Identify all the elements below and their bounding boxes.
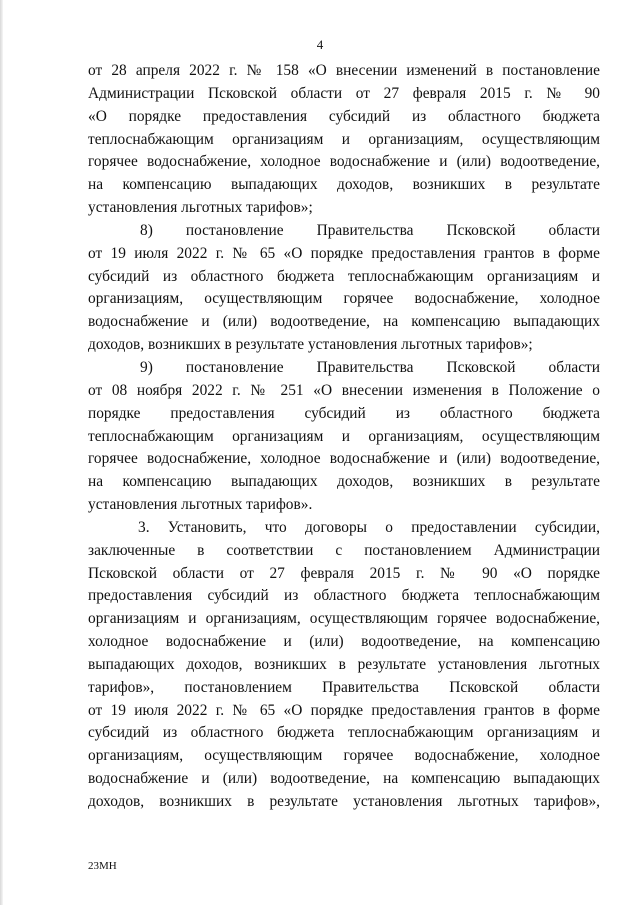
text-line: порядке предоставления субсидий из областного бюджета xyxy=(88,404,600,422)
text-line: субсидий из областного бюджета теплоснабжающим организациям и xyxy=(88,267,600,285)
text-line: предоставления субсидий из областного бюджета теплоснабжающим xyxy=(88,587,600,605)
text-line: выпадающих доходов, возникших в результате установления льготных xyxy=(88,655,600,673)
text-line: «О порядке предоставления субсидий из областного бюджета xyxy=(88,107,600,125)
text-line: заключенные в соответствии с постановлением Администрации xyxy=(88,541,600,559)
text-line: организациям, осуществляющим горячее водоснабжение, холодное xyxy=(88,290,600,308)
text-line: тарифов», постановлением Правительства Псковской области xyxy=(88,678,600,696)
text-line: горячее водоснабжение, холодное водоснабжение и (или) водоотведение, xyxy=(88,153,600,171)
text-line: 8) постановление Правительства Псковской области xyxy=(140,221,600,239)
text-line: на компенсацию выпадающих доходов, возникших в результате xyxy=(88,176,600,194)
text-line: доходов, возникших в результате установления льготных тарифов»; xyxy=(88,336,533,354)
text-line: 3. Установить, что договоры о предоставлении субсидии, xyxy=(138,518,600,536)
text-line: доходов, возникших в результате установления льготных тарифов», xyxy=(88,793,600,810)
text-line: Администрации Псковской области от 27 февраля 2015 г. № 90 xyxy=(88,84,600,102)
text-line: теплоснабжающим организациям и организациям, осуществляющим xyxy=(88,427,600,445)
text-line: установления льготных тарифов». xyxy=(88,496,313,514)
text-line: от 08 ноября 2022 г. № 251 «О внесении изменения в Положение о xyxy=(88,381,600,399)
footer-code: 23МН xyxy=(88,860,117,872)
text-line: организациям и организациям, осуществляющим горячее водоснабжение, xyxy=(88,610,600,628)
page-number: 4 xyxy=(316,37,324,52)
text-line: 9) постановление Правительства Псковской области xyxy=(140,358,600,376)
text-line: от 28 апреля 2022 г. № 158 «О внесении изменений в постановление xyxy=(88,62,600,79)
text-line: субсидий из областного бюджета теплоснабжающим организациям и xyxy=(88,724,600,742)
scan-edge xyxy=(0,0,3,905)
text-line: горячее водоснабжение, холодное водоснабжение и (или) водоотведение, xyxy=(88,450,600,468)
text-line: водоснабжение и (или) водоотведение, на компенсацию выпадающих xyxy=(88,313,600,331)
body-text xyxy=(88,60,600,814)
text-line: теплоснабжающим организациям и организациям, осуществляющим xyxy=(88,130,600,148)
text-line: Псковской области от 27 февраля 2015 г. № 90 «О порядке xyxy=(88,564,600,582)
text-line: организациям, осуществляющим горячее водоснабжение, холодное xyxy=(88,747,600,765)
text-line: установления льготных тарифов»; xyxy=(88,199,313,217)
text-line: на компенсацию выпадающих доходов, возникших в результате xyxy=(88,473,600,491)
text-line: водоснабжение и (или) водоотведение, на компенсацию выпадающих xyxy=(88,770,600,788)
text-line: от 19 июля 2022 г. № 65 «О порядке предоставления грантов в форме xyxy=(88,244,600,262)
text-line: от 19 июля 2022 г. № 65 «О порядке предоставления грантов в форме xyxy=(88,701,600,719)
text-line: холодное водоснабжение и (или) водоотведение, на компенсацию xyxy=(88,633,600,651)
